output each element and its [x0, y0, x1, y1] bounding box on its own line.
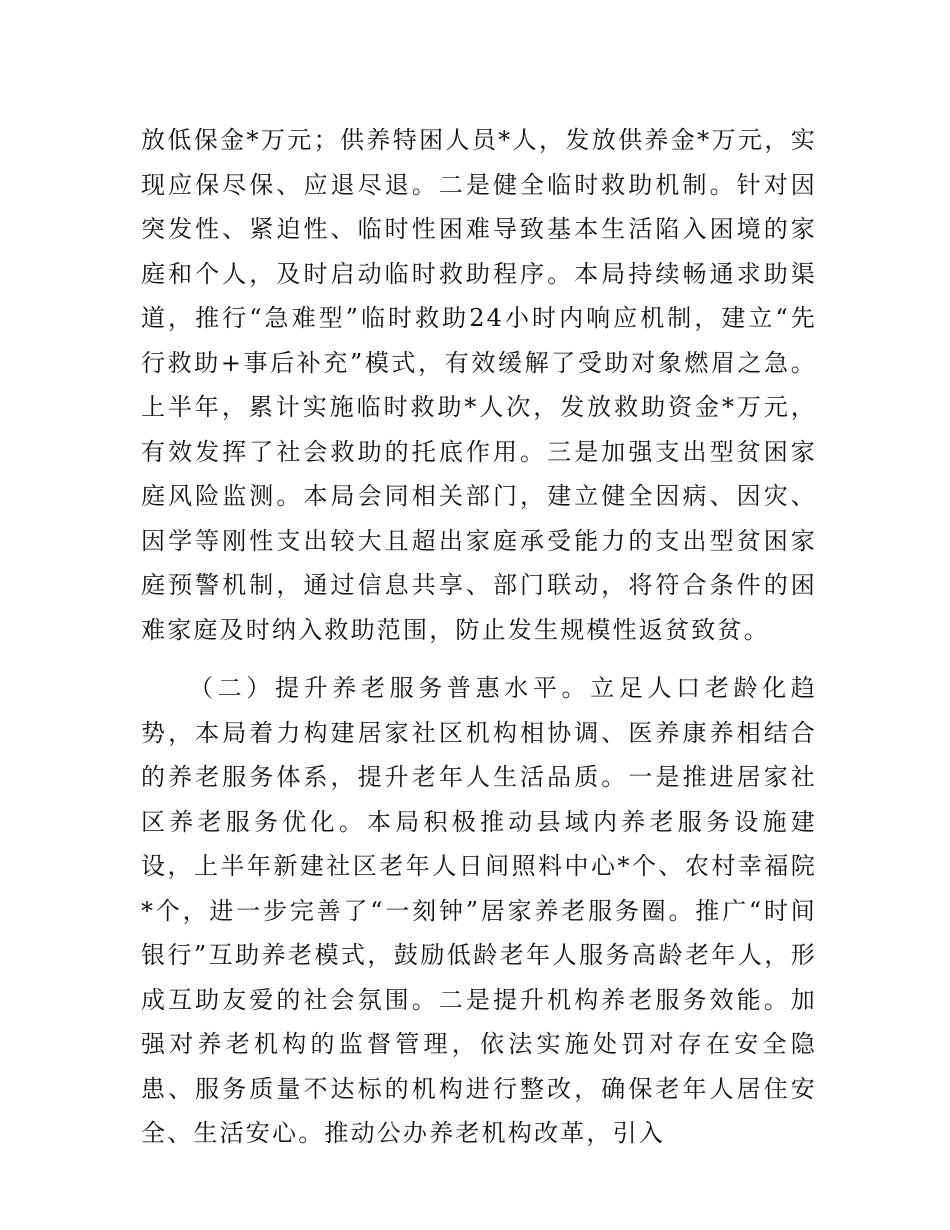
- document-body: [141, 118, 817, 1156]
- paragraph-social-assistance: 放低保金*万元；供养特困人员*人，发放供养金*万元，实现应保尽保、应退尽退。二是健全临时救助机制。针对因突发性、紧迫性、临时性困难导致基本生活陷入困境的家庭和个人，及时启动临时救助程序。本局持续畅通求助渠道，推行“急难型”临时救助24小时内响应机制，建立“先行救助+事后补充”模式，有效缓解了受助对象燃眉之急。上半年，累计实施临时救助*人次，发放救助资金*万元，有效发挥了社会救助的托底作用。三是加强支出型贫困家庭风险监测。本局会同相关部门，建立健全因病、因灾、因学等刚性支出较大且超出家庭承受能力的支出型贫困家庭预警机制，通过信息共享、部门联动，将符合条件的困难家庭及时纳入救助范围，防止发生规模性返贫致贫。: [141, 126, 817, 644]
- paragraph-elderly-care: （二）提升养老服务普惠水平。立足人口老龄化趋势，本局着力构建居家社区机构相协调、医养康养相结合的养老服务体系，提升老年人生活品质。一是推进居家社区养老服务优化。本局积极推动县域内养老服务设施建设，上半年新建社区老年人日间照料中心*个、农村幸福院*个，进一步完善了“一刻钟”居家养老服务圈。推广“时间银行”互助养老模式，鼓励低龄老年人服务高龄老年人，形成互助友爱的社会氛围。二是提升机构养老服务效能。加强对养老机构的监督管理，依法实施处罚对存在安全隐患、服务质量不达标的机构进行整改，确保老年人居住安全、生活安心。推动公办养老机构改革，引入: [141, 674, 817, 1147]
